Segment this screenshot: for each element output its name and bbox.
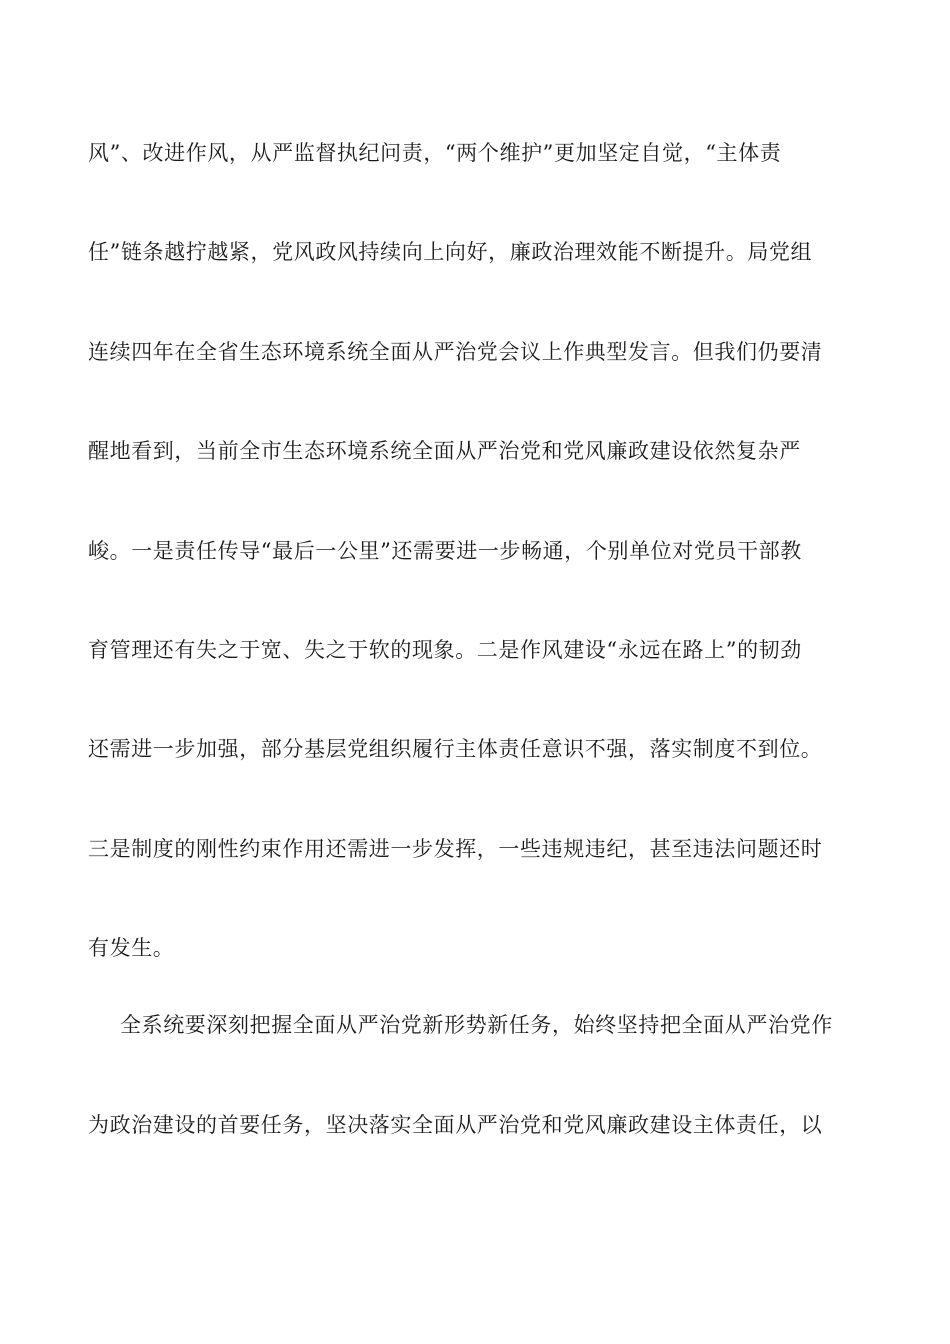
paragraph-line-11: 为政治建设的首要任务，坚决落实全面从严治党和党风廉政建设主体责任，以 bbox=[88, 1113, 823, 1137]
paragraph-line-3: 连续四年在全省生态环境系统全面从严治党会议上作典型发言。但我们仍要清 bbox=[88, 340, 823, 364]
paragraph-line-6: 育管理还有失之于宽、失之于软的现象。二是作风建设“永远在路上”的韧劲 bbox=[88, 638, 802, 662]
paragraph-line-1: 风”、改进作风，从严监督执纪问责，“两个维护”更加坚定自觉，“主体责 bbox=[88, 141, 782, 165]
paragraph-line-10: 全系统要深刻把握全面从严治党新形势新任务，始终坚持把全面从严治党作 bbox=[120, 1013, 833, 1037]
paragraph-line-8: 三是制度的刚性约束作用还需进一步发挥，一些违规违纪，甚至违法问题还时 bbox=[88, 837, 823, 861]
paragraph-line-2: 任”链条越拧越紧，党风政风持续向上向好，廉政治理效能不断提升。局党组 bbox=[88, 240, 813, 264]
paragraph-line-7: 还需进一步加强，部分基层党组织履行主体责任意识不强，落实制度不到位。 bbox=[88, 737, 823, 761]
paragraph-line-4: 醒地看到，当前全市生态环境系统全面从严治党和党风廉政建设依然复杂严 bbox=[88, 439, 801, 463]
paragraph-line-9: 有发生。 bbox=[88, 936, 175, 960]
paragraph-line-5: 峻。一是责任传导“最后一公里”还需要进一步畅通，个别单位对党员干部教 bbox=[88, 539, 802, 563]
